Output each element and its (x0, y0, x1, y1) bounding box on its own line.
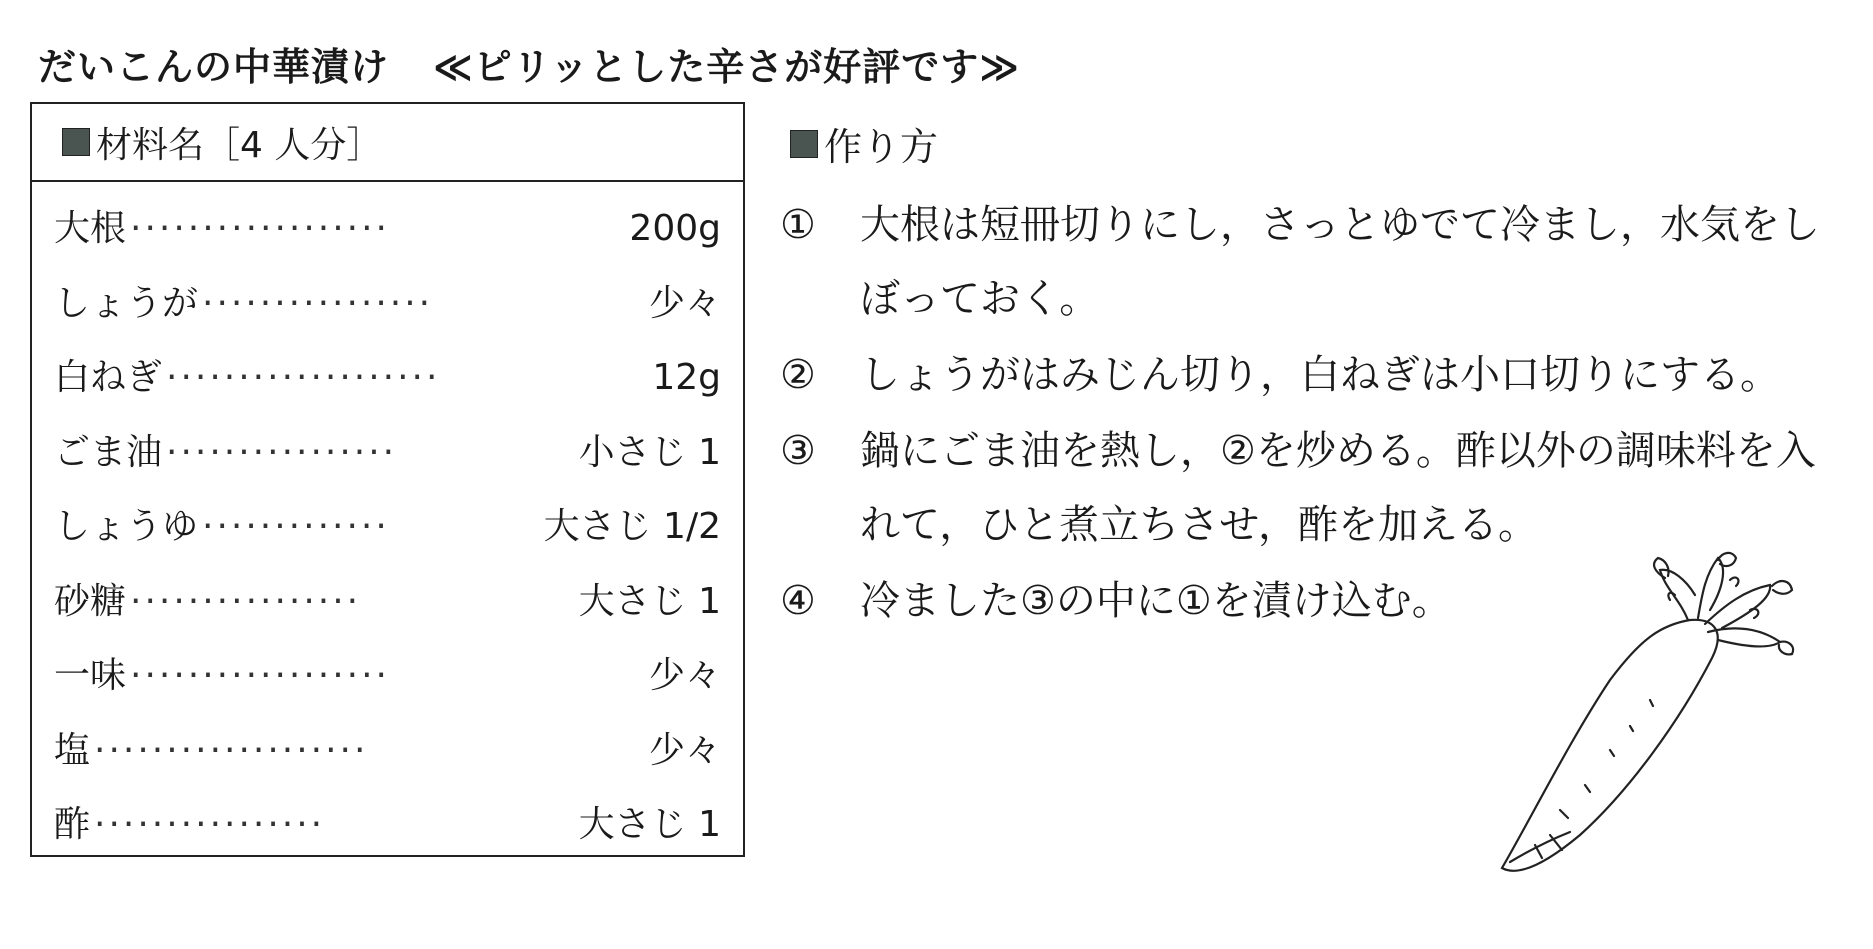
method-step (780, 414, 1850, 562)
method-step (780, 338, 1850, 412)
dot-leader: ·················· (130, 208, 390, 249)
ingredients-header-label: 材料名［4 人分］ (96, 124, 383, 166)
dot-leader: ·················· (130, 655, 390, 696)
radish-illustration (1490, 550, 1820, 890)
ingredient-amount: 少々 (648, 729, 721, 771)
ingredient-name: しょうゆ (54, 506, 199, 547)
dish-name: だいこんの中華漬け (38, 45, 390, 89)
ingredient-row (54, 341, 721, 416)
square-bullet-icon (62, 128, 90, 156)
ingredient-row (54, 490, 721, 565)
step-number: ③ (780, 428, 816, 474)
ingredients-header (32, 104, 743, 182)
step-text: 鍋にごま油を熱し，②を炒める。酢以外の調味料を入れて，ひと煮立ちさせ，酢を加える。 (860, 428, 1816, 548)
ingredient-name: 白ねぎ (54, 357, 163, 398)
dot-leader: ················ (130, 580, 362, 622)
dot-leader: ··················· (94, 729, 369, 771)
dot-leader: ················ (94, 804, 326, 845)
ingredient-list (32, 182, 743, 863)
dot-leader: ············· (202, 506, 390, 547)
ingredient-amount: 200g (629, 208, 721, 249)
ingredient-name: 砂糖 (54, 580, 127, 622)
ingredient-amount: 12g (652, 357, 721, 398)
ingredient-name: しょうが (54, 282, 199, 324)
ingredient-row (54, 714, 721, 789)
ingredient-name: 大根 (54, 208, 127, 249)
ingredient-row (54, 639, 721, 714)
step-number: ① (780, 202, 816, 248)
step-text: 大根は短冊切りにし，さっとゆでて冷まし，水気をしぼっておく。 (860, 202, 1820, 322)
dot-leader: ················ (202, 282, 434, 324)
ingredient-name: 一味 (54, 655, 127, 696)
recipe-title (38, 36, 1020, 91)
ingredient-amount: 小さじ 1 (578, 431, 721, 473)
dot-leader: ··················· (166, 357, 441, 398)
method-step (780, 188, 1850, 336)
square-bullet-icon (790, 130, 818, 158)
ingredient-row (54, 416, 721, 491)
tagline: ≪ピリッとした辛さが好評です≫ (433, 45, 1021, 89)
ingredient-row (54, 565, 721, 640)
method-header-label: 作り方 (824, 125, 939, 169)
ingredient-amount: 大さじ 1 (578, 804, 721, 845)
step-number: ② (780, 352, 816, 398)
ingredient-row (54, 267, 721, 342)
step-text: 冷ました③の中に①を漬け込む。 (860, 578, 1452, 624)
ingredient-name: 酢 (54, 804, 91, 845)
ingredient-amount: 大さじ 1/2 (543, 506, 721, 547)
ingredients-box (30, 102, 745, 857)
ingredient-amount: 少々 (648, 655, 721, 696)
ingredient-amount: 大さじ 1 (578, 580, 721, 622)
ingredient-name: ごま油 (54, 431, 163, 473)
ingredient-name: 塩 (54, 729, 91, 771)
ingredient-amount: 少々 (648, 282, 721, 324)
dot-leader: ················ (166, 431, 398, 473)
step-number: ④ (780, 578, 816, 624)
step-text: しょうがはみじん切り，白ねぎは小口切りにする。 (860, 352, 1780, 398)
method-header (790, 116, 938, 171)
ingredient-row (54, 192, 721, 267)
ingredient-row (54, 788, 721, 863)
